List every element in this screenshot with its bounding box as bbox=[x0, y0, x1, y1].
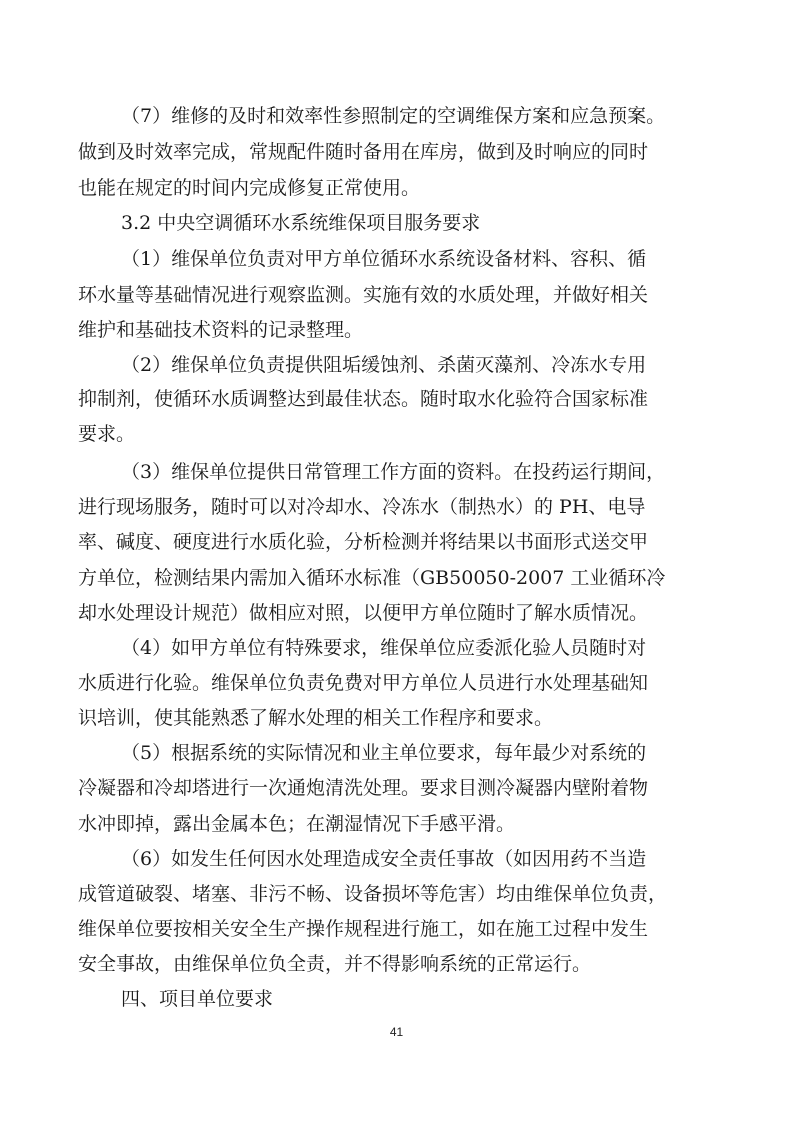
text-line: 维保单位要按相关安全生产操作规程进行施工，如在施工过程中发生 bbox=[78, 918, 649, 940]
text-line: 识培训，使其能熟悉了解水处理的相关工作程序和要求。 bbox=[78, 707, 554, 729]
text-line: 也能在规定的时间内完成修复正常使用。 bbox=[78, 177, 421, 199]
section-heading-text: 四、项目单位要求 bbox=[121, 988, 274, 1010]
text-line: 维护和基础技术资料的记录整理。 bbox=[78, 319, 364, 341]
text-line: 水质进行化验。维保单位负责免费对甲方单位人员进行水处理基础知 bbox=[78, 672, 649, 694]
text-line: 环水量等基础情况进行观察监测。实施有效的水质处理，并做好相关 bbox=[78, 284, 649, 306]
text-line: 要求。 bbox=[78, 423, 136, 445]
text-line: 冷凝器和冷却塔进行一次通炮清洗处理。要求目测冷凝器内壁附着物 bbox=[78, 777, 649, 799]
text-line: 做到及时效率完成，常规配件随时备用在库房，做到及时响应的同时 bbox=[78, 141, 649, 163]
section-heading-text: 3.2 中央空调循环水系统维保项目服务要求 bbox=[121, 212, 481, 234]
page-number: 41 bbox=[389, 1025, 404, 1039]
text-line: （7）维修的及时和效率性参照制定的空调维保方案和应急预案。 bbox=[121, 105, 666, 127]
text-line: （1）维保单位负责对甲方单位循环水系统设备材料、容积、循 bbox=[121, 248, 647, 270]
text-line: 却水处理设计规范）做相应对照，以便甲方单位随时了解水质情况。 bbox=[78, 602, 649, 624]
text-line: （5）根据系统的实际情况和业主单位要求，每年最少对系统的 bbox=[121, 742, 647, 764]
text-line: 方单位，检测结果内需加入循环水标准（GB50050-2007 工业循环冷 bbox=[78, 567, 666, 589]
text-line: （4）如甲方单位有特殊要求，维保单位应委派化验人员随时对 bbox=[121, 637, 647, 659]
text-line: 水冲即掉，露出金属本色；在潮湿情况下手感平滑。 bbox=[78, 813, 516, 835]
text-line: （3）维保单位提供日常管理工作方面的资料。在投药运行期间， bbox=[121, 461, 666, 483]
text-line: 进行现场服务，随时可以对冷却水、冷冻水（制热水）的 PH、电导 bbox=[78, 496, 646, 518]
text-line: 抑制剂，使循环水质调整达到最佳状态。随时取水化验符合国家标准 bbox=[78, 388, 649, 410]
text-line: 成管道破裂、堵塞、非污不畅、设备损坏等危害）均由维保单位负责， bbox=[78, 883, 668, 905]
text-line: （6）如发生任何因水处理造成安全责任事故（如因用药不当造 bbox=[121, 848, 647, 870]
text-line: 率、碱度、硬度进行水质化验，分析检测并将结果以书面形式送交甲 bbox=[78, 531, 649, 553]
text-line: 安全事故，由维保单位负全责，并不得影响系统的正常运行。 bbox=[78, 953, 592, 975]
text-line: （2）维保单位负责提供阻垢缓蚀剂、杀菌灭藻剂、冷冻水专用 bbox=[121, 354, 647, 376]
